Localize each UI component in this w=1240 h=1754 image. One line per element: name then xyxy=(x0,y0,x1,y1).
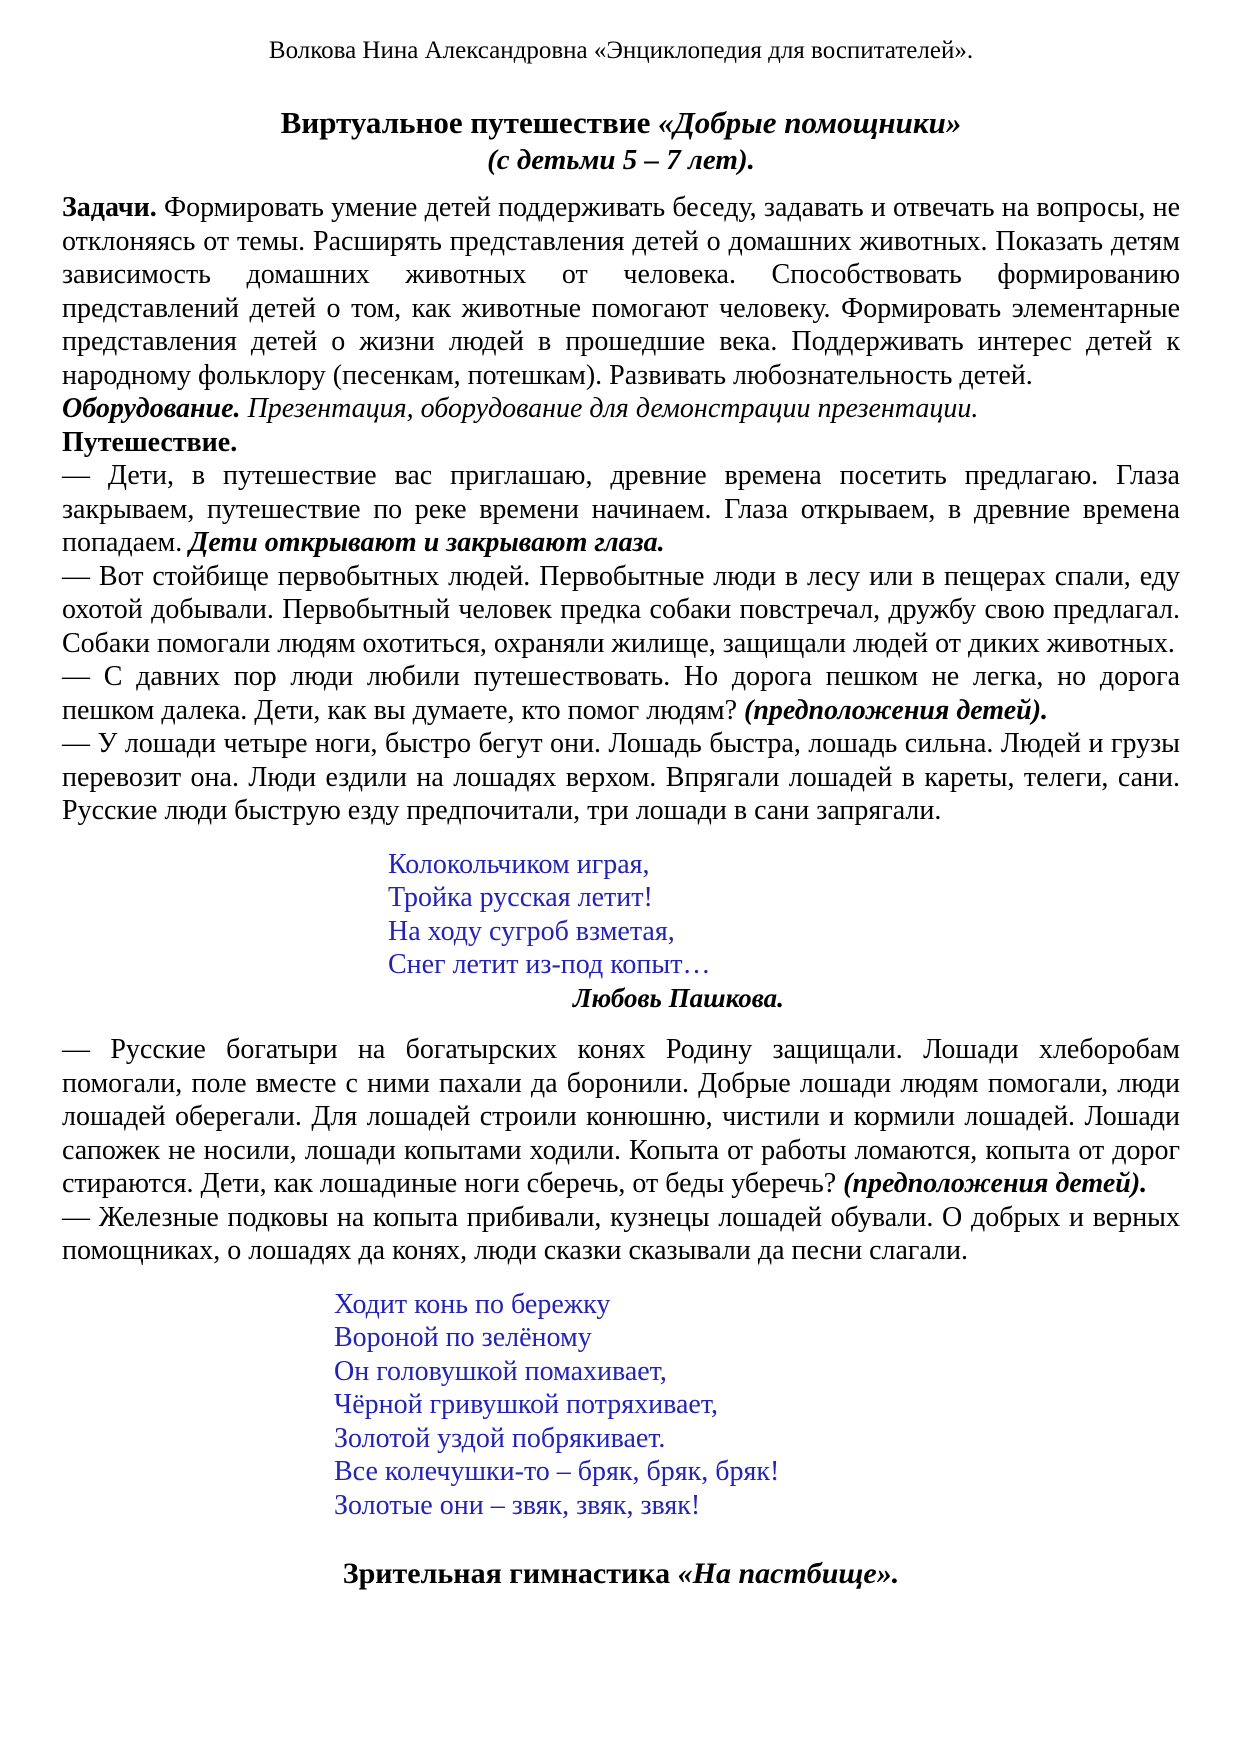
poem-line: Ходит конь по бережку xyxy=(334,1288,611,1320)
poem-line: Золотой уздой побрякивает. xyxy=(334,1422,666,1454)
paragraph-journey-heading xyxy=(62,426,1180,460)
poem-line: На ходу сугроб взметая, xyxy=(388,915,675,947)
tasks-text: Формировать умение детей поддерживать беседу, задавать и отвечать на вопросы, не отклоняясь от темы. Расширять представления детей о домашних животных. Показать детям зависимость домашних животных от человека. Способствовать формированию представлений детей о том, как животные помогают человеку. Формировать элементарные представления детей о жизни людей в прошедшие века. Поддерживать интерес детей к народному фольклору (песенкам, потешкам). Развивать любознательность детей. xyxy=(62,192,1180,391)
intro-text: — Дети, в путешествие вас приглашаю, древние времена посетить предлагаю. Глаза закрываем, путешествие по реке времени начинаем. Глаза открываем, в древние времена попадаем. xyxy=(62,460,1180,558)
paragraph-bogatyri xyxy=(62,1033,1180,1201)
paragraph-camp xyxy=(62,560,1180,661)
paragraph-tasks xyxy=(62,191,1180,392)
paragraph-intro xyxy=(62,459,1180,560)
visual-gymnastics-heading xyxy=(62,1556,1180,1591)
poem-author-attribution: Любовь Пашкова. xyxy=(573,982,784,1013)
tasks-label: Задачи. xyxy=(62,192,157,223)
podkovy-text: — Железные подковы на копыта прибивали, кузнецы лошадей обували. О добрых и верных помощниках, о лошадях да конях, люди сказки сказывали да песни слагали. xyxy=(62,1201,1180,1266)
poem-line: Чёрной гривушкой потряхивает, xyxy=(334,1389,718,1420)
equipment-label: Оборудование. xyxy=(62,393,241,424)
travel-text: — С давних пор люди любили путешествовать. Но дорога пешком не легка, но дорога пешком далека. Дети, как вы думаете, кто помог людям? xyxy=(62,661,1180,726)
document-title xyxy=(62,105,1180,141)
document-author-header: Волкова Нина Александровна «Энциклопедия для воспитателей». xyxy=(268,37,974,64)
poem-line: Золотые они – звяк, звяк, звяк! xyxy=(334,1489,701,1521)
bogatyri-text: — Русские богатыри на богатырских конях Родину защищали. Лошади хлеборобам помогали, поле вместе с ними пахали да боронили. Добрые лошади людям помогали, люди лошадей оберегали. Для лошадей строили конюшню, чистили и кормили лошадей. Лошади сапожек не носили, лошади копытами ходили. Копыта от работы ломаются, копыта от дорог стираются. Дети, как лошадиные ноги сберечь, от беды уберечь? xyxy=(62,1034,1180,1199)
poem-line: Тройка русская летит! xyxy=(388,882,653,913)
title-quoted: «Добрые помощники» xyxy=(658,105,962,140)
gymnastics-label: Зрительная гимнастика xyxy=(342,1557,678,1590)
poem-line: Снег летит из-под копыт… xyxy=(388,949,711,980)
poem-line: Вороной по зелёному xyxy=(334,1322,592,1353)
travel-note: (предположения детей). xyxy=(744,694,1049,726)
poem-line: Все колечушки-то – бряк, бряк, бряк! xyxy=(334,1456,780,1487)
poem-troika xyxy=(388,848,1180,982)
camp-text: — Вот стойбище первобытных людей. Первобытные люди в лесу или в пещерах спали, еду охотой добывали. Первобытный человек предка собаки повстречал, дружбу свою предлагал. Собаки помогали людям охотиться, охраняли жилище, защищали людей от диких животных. xyxy=(62,560,1180,659)
paragraph-horse xyxy=(62,727,1180,828)
poem-line: Он головушкой помахивает, xyxy=(334,1355,667,1387)
paragraph-travel xyxy=(62,660,1180,727)
poem-horse xyxy=(334,1288,1180,1523)
title-main: Виртуальное путешествие xyxy=(280,105,659,140)
equipment-text: Презентация, оборудование для демонстрации презентации. xyxy=(240,393,979,424)
paragraph-podkovy xyxy=(62,1201,1180,1268)
horse-text: — У лошади четыре ноги, быстро бегут они. Лошадь быстра, лошадь сильна. Людей и грузы перевозит она. Люди ездили на лошадях верхом. Впрягали лошадей в кареты, телеги, сани. Русские люди быструю езду предпочитали, три лошади в сани запрягали. xyxy=(62,728,1180,826)
intro-action-note: Дети открывают и закрывают глаза. xyxy=(189,527,665,558)
journey-label: Путешествие. xyxy=(62,426,238,458)
bogatyri-note: (предположения детей). xyxy=(843,1168,1148,1199)
poem-line: Колокольчиком играя, xyxy=(388,848,650,880)
gymnastics-title-quoted: «На пастбище». xyxy=(677,1557,900,1590)
document-subtitle: (с детьми 5 – 7 лет). xyxy=(487,144,755,176)
paragraph-equipment xyxy=(62,392,1180,426)
